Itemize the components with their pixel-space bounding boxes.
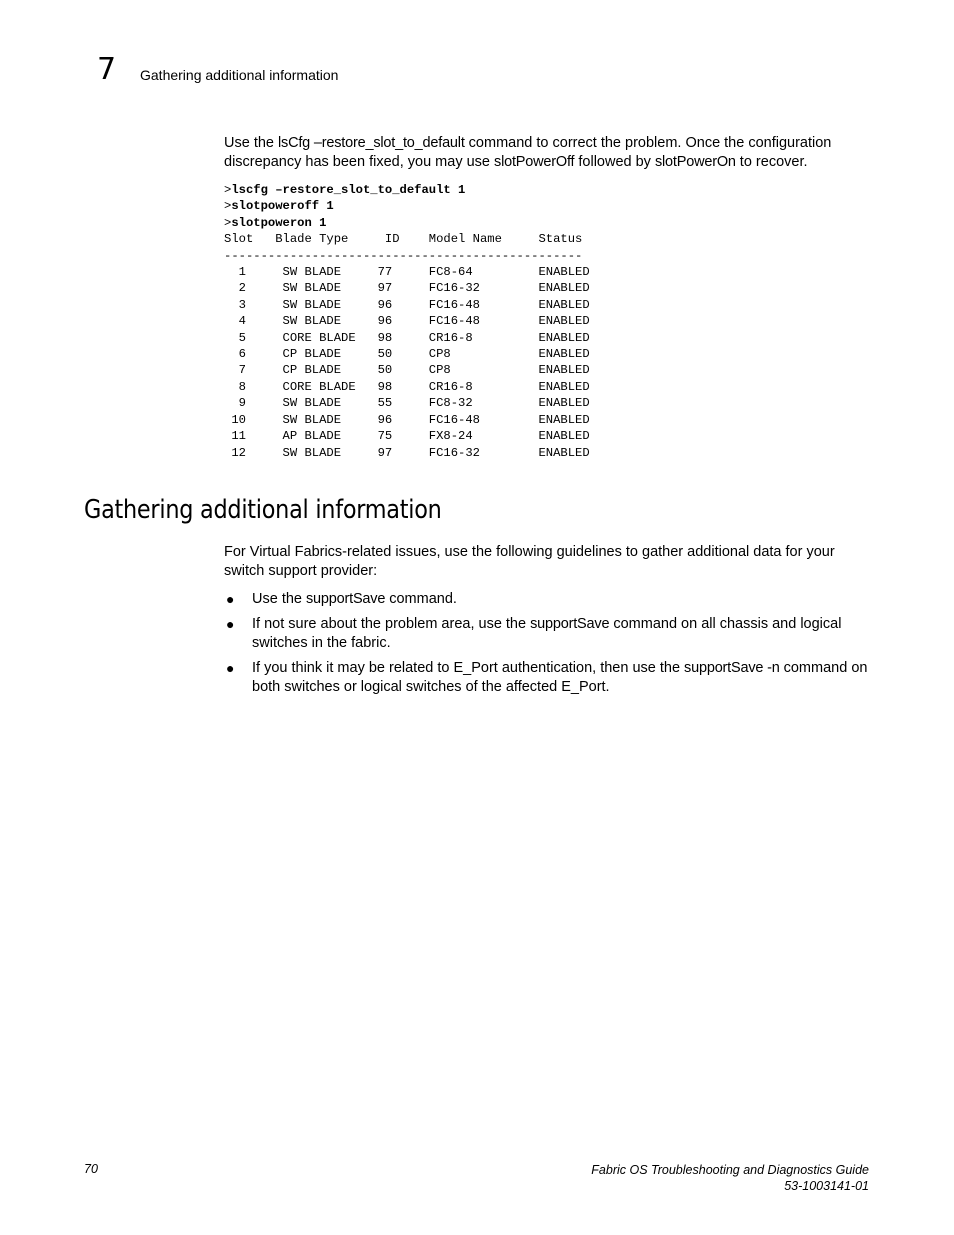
code-table-row: 1 SW BLADE 77 FC8-64 ENABLED [224,265,590,280]
section-intro-paragraph: For Virtual Fabrics-related issues, use the following guidelines to gather additional data for your switch support provider: [224,544,835,579]
code-table-row: 6 CP BLADE 50 CP8 ENABLED [224,347,590,362]
intro-text-3: followed by [574,154,655,170]
code-table-row: 10 SW BLADE 96 FC16-48 ENABLED [224,412,590,427]
code-table-row: 8 CORE BLADE 98 CR16-8 ENABLED [224,379,590,394]
code-command-line: >lscfg –restore_slot_to_default 1 [224,183,466,197]
intro-paragraph [224,134,864,172]
document-number: 53-1003141-01 [784,1179,869,1193]
code-table-row: 7 CP BLADE 50 CP8 ENABLED [224,363,590,378]
command-supportsave: supportSave [306,591,386,607]
bullet-icon: ● [226,591,235,607]
code-table-row: 3 SW BLADE 96 FC16-48 ENABLED [224,297,590,312]
list-item: ● Use the supportSave command. [226,591,457,607]
code-command-line: >slotpoweron 1 [224,215,327,230]
list-item: ● If you think it may be related to E_Port authentication, then use the supportSave -n command on both switches or logical switches of the affected E_Port. [226,660,868,695]
intro-text-1: Use the [224,135,278,151]
command-slotpoweron: slotPowerOn [654,154,736,170]
code-command-line: >slotpoweroff 1 [224,199,334,214]
code-table-header: Slot Blade Type ID Model Name Status [224,232,583,247]
intro-text-4: to recover. [735,154,808,170]
book-title: Fabric OS Troubleshooting and Diagnostics Guide [591,1163,869,1177]
list-item: ● If not sure about the problem area, use the supportSave command on all chassis and logical switches in the fabric. [226,616,842,651]
command-supportsave: supportSave [530,616,610,632]
guideline-list [224,590,869,703]
code-table-row: 4 SW BLADE 96 FC16-48 ENABLED [224,314,590,329]
footer-book-info [591,1162,869,1194]
code-table-row: 5 CORE BLADE 98 CR16-8 ENABLED [224,330,590,345]
page-number: 70 [84,1162,98,1176]
command-slotpoweroff: slotPowerOff [494,154,575,170]
code-table-row: 11 AP BLADE 75 FX8-24 ENABLED [224,429,590,444]
code-table-row: 2 SW BLADE 97 FC16-32 ENABLED [224,281,590,296]
code-table-row: 12 SW BLADE 97 FC16-32 ENABLED [224,445,590,460]
command-supportsave-n: supportSave -n [684,660,780,676]
chapter-number: 7 [97,52,117,87]
code-table-row: 9 SW BLADE 55 FC8-32 ENABLED [224,396,590,411]
command-lscfg: lsCfg –restore_slot_to_default [278,135,465,151]
bullet-icon: ● [226,616,235,632]
running-header-title: Gathering additional information [140,67,339,83]
bullet-icon: ● [226,660,235,676]
intro-text-2: command to correct the problem. Once the configuration discrepancy has been fixed, you may use [224,135,832,170]
code-table-separator: ------------------------------------------------- [224,248,583,263]
code-example [224,182,590,461]
section-heading: Gathering additional information [84,495,442,525]
